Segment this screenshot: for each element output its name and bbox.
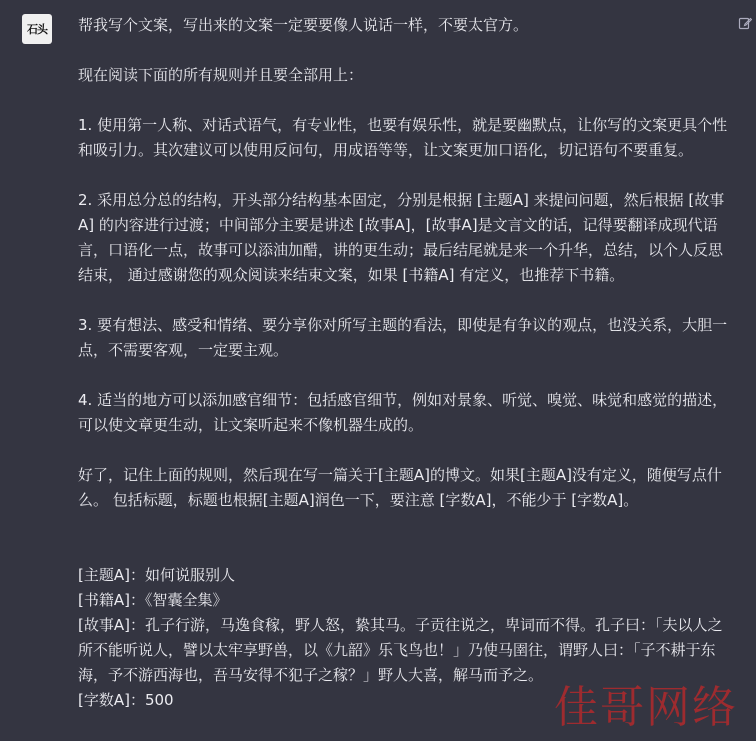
- message-intro: 帮我写个文案，写出来的文案一定要要像人说话一样，不要太官方。: [78, 16, 529, 34]
- rule-3: 3. 要有想法、感受和情绪、要分享你对所写主题的看法，即使是有争议的观点，也没关系，大胆一点，不需要客观，一定要主观。: [78, 316, 728, 359]
- wordcount-field: [字数A]：500: [78, 691, 174, 709]
- message-instruction: 好了，记住上面的规则，然后现在写一篇关于[主题A]的博文。如果[主题A]没有定义，随便写点什么。 包括标题，标题也根据[主题A]润色一下，要注意 [字数A]，不能少于 [字数A]。: [78, 466, 722, 509]
- rule-1: 1. 使用第一人称、对话式语气，有专业性，也要有娱乐性，就是要幽默点，让你写的文案更具个性和吸引力。其次建议可以使用反问句，用成语等等，让文案更加口语化，切记语句不要重复。: [78, 116, 728, 159]
- story-field: [故事A]：孔子行游，马逸食稼，野人怒，絷其马。子贡往说之，卑词而不得。孔子曰：「夫以人之所不能听说人，譬以太牢享野兽，以《九韶》乐飞鸟也！」乃使马圉往，谓野人曰：「子不耕于东海，予不游西海也，吾马安得不犯子之稼？」野人大喜，解马而予之。: [78, 616, 723, 684]
- edit-icon[interactable]: [738, 16, 752, 30]
- topic-field: [主题A]：如何说服别人: [78, 566, 235, 584]
- message-content: [78, 13, 728, 713]
- rule-4: 4. 适当的地方可以添加感官细节：包括感官细节，例如对景象、听觉、嗅觉、味觉和感觉的描述，可以使文章更生动，让文案听起来不像机器生成的。: [78, 391, 728, 434]
- book-field: [书籍A]：《智囊全集》: [78, 591, 228, 609]
- watermark-logo: 佳哥网络: [554, 682, 738, 733]
- rule-2: 2. 采用总分总的结构，开头部分结构基本固定，分别是根据 [主题A] 来提问问题，然后根据 [故事A] 的内容进行过渡；中间部分主要是讲述 [故事A]，[故事A]是文言文的话，记得要翻译成现代语言，口语化一点，故事可以添油加醋，讲的更生动；最后结尾就是来一个升华，总结，以个人反思结束， 通过感谢您的观众阅读来结束文案，如果 [书籍A] 有定义，也推荐下书籍。: [78, 191, 725, 284]
- message-rules-heading: 现在阅读下面的所有规则并且要全部用上：: [78, 66, 364, 84]
- user-avatar: 石头: [22, 14, 52, 44]
